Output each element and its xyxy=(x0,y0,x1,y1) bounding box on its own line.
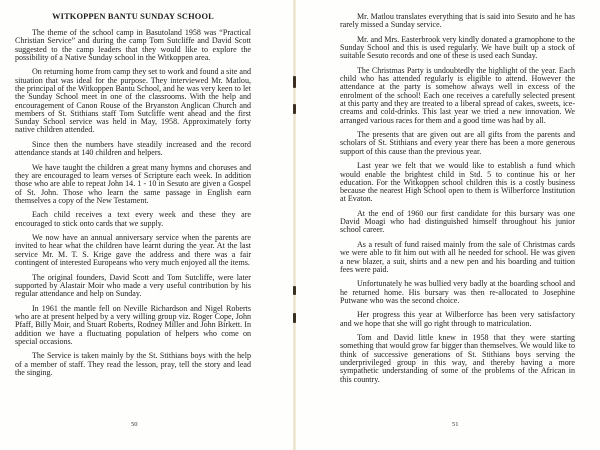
paragraph: Her progress this year at Wilberforce has been very satisfactory and we hope that she will go right through to matriculation. xyxy=(340,310,575,328)
page-number: 51 xyxy=(452,421,459,428)
article-title: WITKOPPEN BANTU SUNDAY SCHOOL xyxy=(52,12,214,21)
paragraph: The original founders, David Scott and Tom Sutcliffe, were later supported by Alastair Moir who made a very useful contribution by his regular attendance and help on Sunday. xyxy=(15,272,251,299)
paragraph: As a result of fund raised mainly from the sale of Christmas cards we were able to fit him out with all he needed for school. He was given a new blazer, a suit, shirts and a new pen and his boarding and tuition fees were paid. xyxy=(340,239,575,274)
paragraph: Mr. and Mrs. Easterbrook very kindly donated a gramophone to the Sunday School and this is used regularly. We have built up a stock of suitable Sesuto records and one of these is used each Sunday. xyxy=(340,34,575,61)
paragraph: In 1961 the mantle fell on Neville Richardson and Nigel Roberts who are at present helped by a very willing group viz. Roger Cope, John Pfaff, Billy Moir, and Stuart Roberts, Rodney Miller and John Birkett. In addition we have a fluctuating population of helpers who come on special occasions. xyxy=(15,303,251,346)
paragraph: The presents that are given out are all gifts from the parents and scholars of St. Stithians and every year there has been a more generous support of this cause than the previous year. xyxy=(340,130,575,156)
left-page xyxy=(0,0,294,450)
paragraph: Mr. Matlou translates everything that is said into Sesuto and he has rarely missed a Sunday service. xyxy=(340,12,575,30)
paragraph: Since then the numbers have steadily increased and the record attendance stands at 140 children and helpers. xyxy=(15,139,251,158)
paragraph: We now have an annual anniversary service when the parents are invited to hear what the children have learnt during the year. At the last service Mr. M. T. S. Krige gave the address and there was a fair contingent of interested Europeans who very much enjoyed all the items. xyxy=(15,233,251,268)
left-page-body xyxy=(15,29,251,383)
right-page-body xyxy=(340,13,575,390)
paragraph: The theme of the school camp in Basutoland 1958 was “Practical Christian Service” and during the camp Tom Sutcliffe and David Scott suggested to the camp leaders that they would like to explore the possibility of a Native Sunday school in the Witkoppen area. xyxy=(15,28,251,62)
paragraph: At the end of 1960 our first candidate for this bursary was one David Moagi who had distinguished himself throughout his junior school career. xyxy=(340,208,575,235)
paragraph: We have taught the children a great many hymns and choruses and they are encouraged to learn verses of Scripture each week. In addition those who are able to repeat John 14. 1 - 10 in Sesuto are given a Gospel of St. John. Those who learn the same passage in English earn themselves a copy of the New Testament. xyxy=(15,162,251,205)
paragraph: The Christmas Party is undoubtedly the highlight of the year. Each child who has attended regularly is eligible to attend. However the attendance at the party is somehow always well in excess of the enrolment of the school! Each one receives a carefully selected present at this party and they are treated to a liberal spread of cakes, sweets, ice-creams and cold-drinks. This last year we tried a new innovation. We arranged various races for them and a good time was had by all. xyxy=(340,65,575,125)
paragraph: Last year we felt that we would like to establish a fund which would enable the brightest child in Std. 5 to continue his or her education. For the Witkoppen school children this is a costly business because the nearest High School open to them is Wilberforce Institution at Evaton. xyxy=(340,161,575,204)
paragraph: On returning home from camp they set to work and found a site and situation that was ideal for the purpose. They interviewed Mr. Matlou, the principal of the Witkoppen Bantu School, and he was very keen to let the Sunday School meet in one of the classrooms. With the help and encouragement of Canon Rouse of the Bryanston Anglican Church and members of St. Stithians staff Tom Sutcliffe went ahead and the first Sunday School service was held in May, 1958. Approximately forty native children attended. xyxy=(15,67,251,135)
page-number: 50 xyxy=(131,421,138,428)
right-page xyxy=(296,0,600,450)
paragraph: Unfortunately he was bullied very badly at the boarding school and he returned home. His bursary was then re-allocated to Josephine Putwane who was the second choice. xyxy=(340,279,575,305)
paragraph: The Service is taken mainly by the St. Stithians boys with the help of a member of staff. They read the lesson, pray, tell the story and lead the singing. xyxy=(15,351,251,377)
paragraph: Tom and David little knew in 1958 that they were starting something that would grow far bigger than themselves. We would like to think of successive generations of St. Stithians boys serving the underprivileged group in this way, and thereby having a more sympathetic understanding of some of the problems of the African in this country. xyxy=(340,333,575,384)
paragraph: Each child receives a text every week and these they are encouraged to stick onto cards that we supply. xyxy=(15,210,251,228)
